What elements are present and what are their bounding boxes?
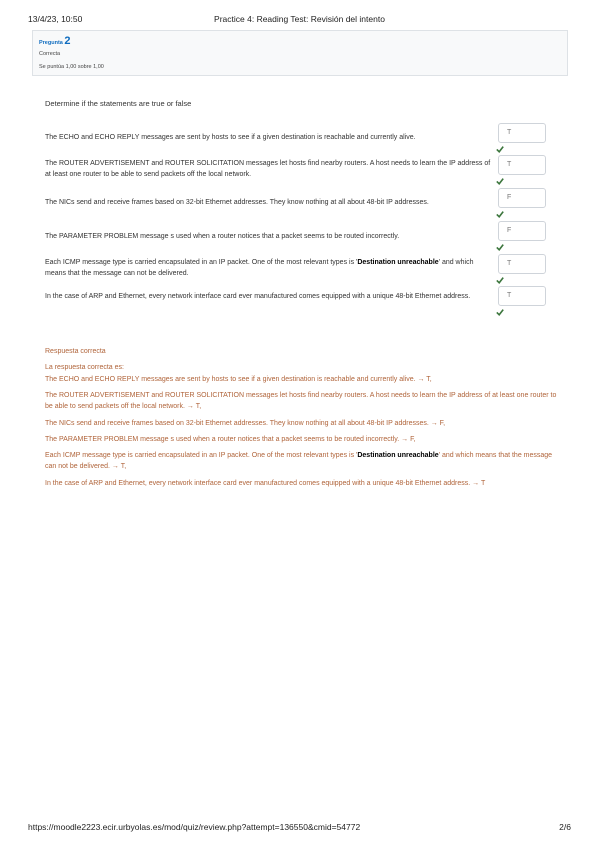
print-footer bbox=[28, 822, 571, 834]
question-number-value: 2 bbox=[64, 35, 71, 47]
answer-select-4[interactable]: F bbox=[498, 221, 546, 241]
statement-5 bbox=[45, 257, 495, 279]
statement-5-post: ' and which means that the message can not be delivered. bbox=[45, 259, 474, 277]
check-icon bbox=[496, 276, 504, 284]
question-state: Correcta bbox=[39, 51, 61, 57]
statement-3: The NICs send and receive frames based on 32-bit Ethernet addresses. They know nothing at all about 48-bit IP addresses. bbox=[45, 199, 429, 206]
check-icon bbox=[496, 243, 504, 251]
check-icon bbox=[496, 145, 504, 153]
feedback-line-1: The ECHO and ECHO REPLY messages are sent by hosts to see if a given destination is reachable and currently alive. → T, bbox=[45, 376, 432, 383]
feedback-line-4: The PARAMETER PROBLEM message s used when a router notices that a packet seems to be routed incorrectly. → F, bbox=[45, 436, 416, 443]
answer-select-5[interactable]: T bbox=[498, 254, 546, 274]
feedback-line-6: In the case of ARP and Ethernet, every network interface card ever manufactured comes equipped with a unique 48-bit Ethernet address. → T bbox=[45, 480, 486, 487]
question-label: Pregunta bbox=[39, 40, 63, 46]
feedback-line-5-post: ' and which means that the message can not be delivered. → T, bbox=[45, 452, 553, 470]
check-icon bbox=[496, 177, 504, 185]
statement-6: In the case of ARP and Ethernet, every network interface card ever manufactured comes equipped with a unique 48-bit Ethernet address. bbox=[45, 293, 471, 300]
feedback-heading: Respuesta correcta bbox=[45, 348, 106, 355]
answer-select-2[interactable]: T bbox=[498, 155, 546, 175]
feedback-line-5 bbox=[45, 450, 560, 472]
check-icon bbox=[496, 308, 504, 316]
statement-4: The PARAMETER PROBLEM message s used when a router notices that a packet seems to be routed incorrectly. bbox=[45, 233, 400, 240]
question-grade: Se puntúa 1,00 sobre 1,00 bbox=[39, 64, 104, 70]
print-url: https://moodle2223.ecir.urbyolas.es/mod/quiz/review.php?attempt=136550&cmid=54772 bbox=[28, 822, 361, 832]
feedback-line-3: The NICs send and receive frames based on 32-bit Ethernet addresses. They know nothing at all about 48-bit IP addresses. → F, bbox=[45, 420, 446, 427]
question-number bbox=[39, 35, 71, 47]
question-prompt: Determine if the statements are true or false bbox=[45, 99, 192, 108]
check-icon bbox=[496, 210, 504, 218]
answer-select-1[interactable]: T bbox=[498, 123, 546, 143]
print-date: 13/4/23, 10:50 bbox=[28, 14, 83, 24]
question-info-panel bbox=[32, 30, 568, 76]
statement-5-bold: Destination unreachable bbox=[357, 259, 439, 266]
print-title: Practice 4: Reading Test: Revisión del intento bbox=[214, 14, 385, 24]
feedback-line-5-pre: Each ICMP message type is carried encapsulated in an IP packet. One of the most relevant types is ' bbox=[45, 452, 358, 459]
statement-1: The ECHO and ECHO REPLY messages are sent by hosts to see if a given destination is reachable and currently alive. bbox=[45, 134, 416, 141]
feedback-line-2: The ROUTER ADVERTISEMENT and ROUTER SOLICITATION messages let hosts find nearby routers. A host needs to learn the IP address of at least one router to be able to send packets off the local network. → T, bbox=[45, 392, 557, 410]
statement-2: The ROUTER ADVERTISEMENT and ROUTER SOLICITATION messages let hosts find nearby routers. A host needs to learn the IP address of at least one router to be able to send packets off the local network. bbox=[45, 160, 491, 178]
feedback-line-5-bold: Destination unreachable bbox=[357, 452, 439, 459]
print-header bbox=[28, 14, 571, 26]
answer-select-3[interactable]: F bbox=[498, 188, 546, 208]
statement-5-pre: Each ICMP message type is carried encapsulated in an IP packet. One of the most relevant types is ' bbox=[45, 259, 358, 266]
feedback-intro: La respuesta correcta es: bbox=[45, 364, 124, 371]
page-number: 2/6 bbox=[559, 822, 571, 832]
answer-select-6[interactable]: T bbox=[498, 286, 546, 306]
